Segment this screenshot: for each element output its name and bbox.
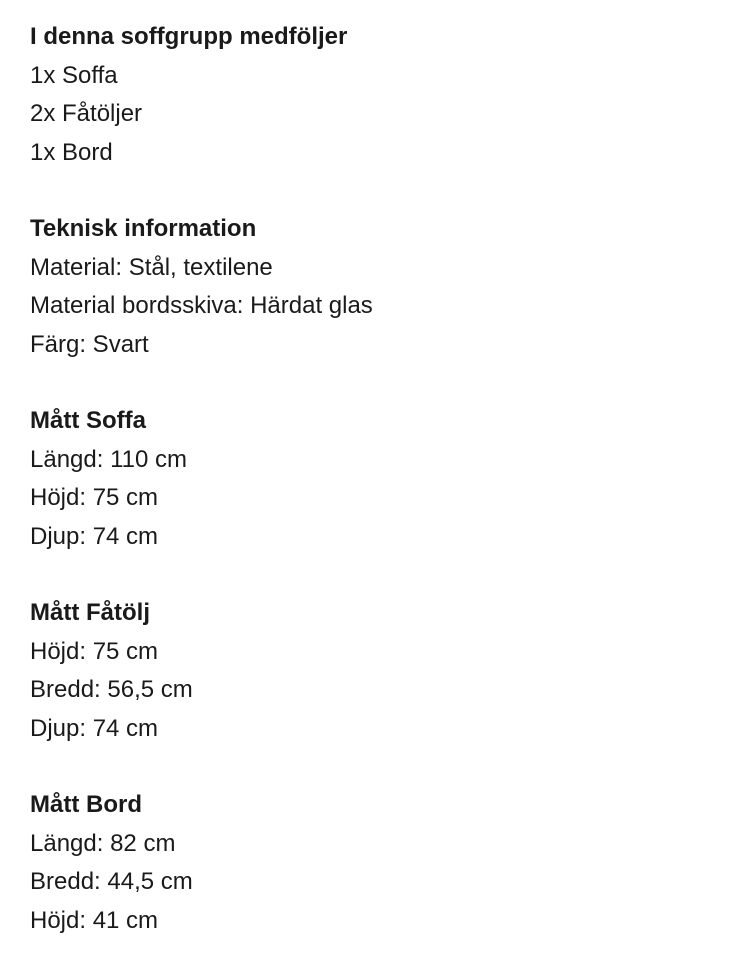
spec-line: Höjd: 41 cm — [30, 906, 159, 934]
spec-line: Höjd: 75 cm — [30, 637, 159, 665]
section-table-dimensions — [30, 786, 739, 940]
section-heading: Mått Bord — [30, 791, 142, 818]
spec-line: 1x Bord — [30, 138, 113, 166]
section-heading: Mått Fåtölj — [30, 599, 150, 626]
section-armchair-dimensions — [30, 594, 739, 748]
section-included-items — [30, 18, 739, 172]
spec-line: Material: Stål, textilene — [30, 253, 273, 281]
spec-line: Bredd: 44,5 cm — [30, 868, 193, 895]
spec-line: 2x Fåtöljer — [30, 100, 143, 127]
spec-line: Material bordsskiva: Härdat glas — [30, 292, 373, 319]
section-heading: I denna soffgrupp medföljer — [30, 23, 348, 50]
section-technical-info — [30, 210, 739, 364]
spec-line: Bredd: 56,5 cm — [30, 676, 193, 703]
spec-line: Djup: 74 cm — [30, 714, 159, 742]
section-sofa-dimensions — [30, 402, 739, 556]
spec-line: Höjd: 75 cm — [30, 484, 159, 511]
spec-line: Färg: Svart — [30, 330, 149, 358]
section-heading: Mått Soffa — [30, 407, 146, 434]
spec-line: Längd: 110 cm — [30, 445, 187, 473]
section-heading: Teknisk information — [30, 215, 257, 242]
spec-line: Längd: 82 cm — [30, 829, 176, 857]
spec-line: 1x Soffa — [30, 61, 118, 89]
spec-line: Djup: 74 cm — [30, 522, 159, 550]
